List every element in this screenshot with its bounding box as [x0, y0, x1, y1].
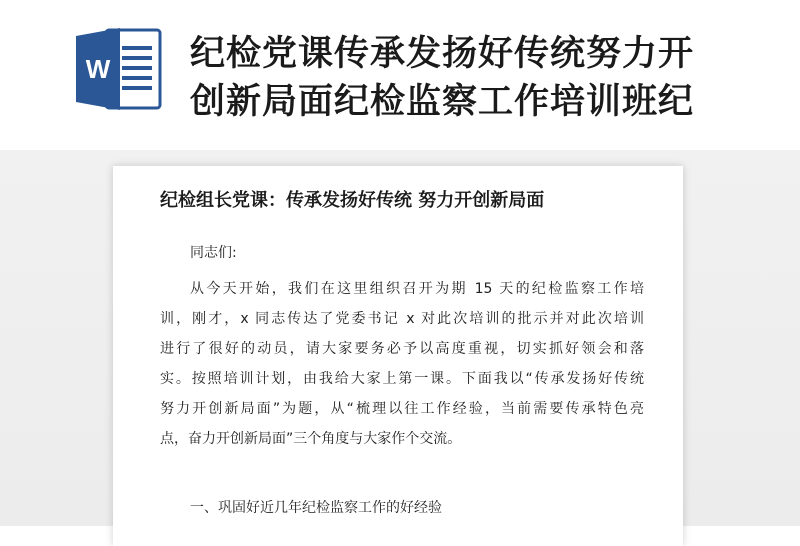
page-title: [190, 30, 770, 126]
title-line-1: 纪检党课传承发扬好传统努力开: [190, 34, 695, 74]
header-banner: [0, 0, 800, 150]
body-line: 点，奋力开创新局面”三个角度与大家作个交流。: [160, 431, 462, 447]
word-icon-letter: W: [85, 54, 111, 84]
word-document-icon: [76, 24, 162, 114]
body-line: 从今天开始，我们在这里组织召开为期 15 天的纪检监察工作培: [190, 281, 644, 297]
document-page: [113, 166, 683, 546]
section-heading: 一、巩固好近几年纪检监察工作的好经验: [190, 500, 442, 516]
document-title: 纪检组长党课：传承发扬好传统 努力开创新局面: [160, 190, 545, 211]
title-line-2: 创新局面纪检监察工作培训班纪: [190, 82, 695, 122]
body-paragraph: [160, 274, 644, 454]
body-line: 进行了很好的动员，请大家要务必予以高度重视，切实抓好领会和落: [160, 341, 644, 357]
body-line: 努力开创新局面”为题，从“梳理以往工作经验，当前需要传承特色亮: [160, 401, 644, 417]
body-line: 训，刚才，x 同志传达了党委书记 x 对此次培训的批示并对此次培训: [160, 311, 644, 327]
body-line: 实。按照培训计划，由我给大家上第一课。下面我以“传承发扬好传统: [160, 371, 644, 387]
greeting-text: 同志们:: [190, 245, 237, 261]
